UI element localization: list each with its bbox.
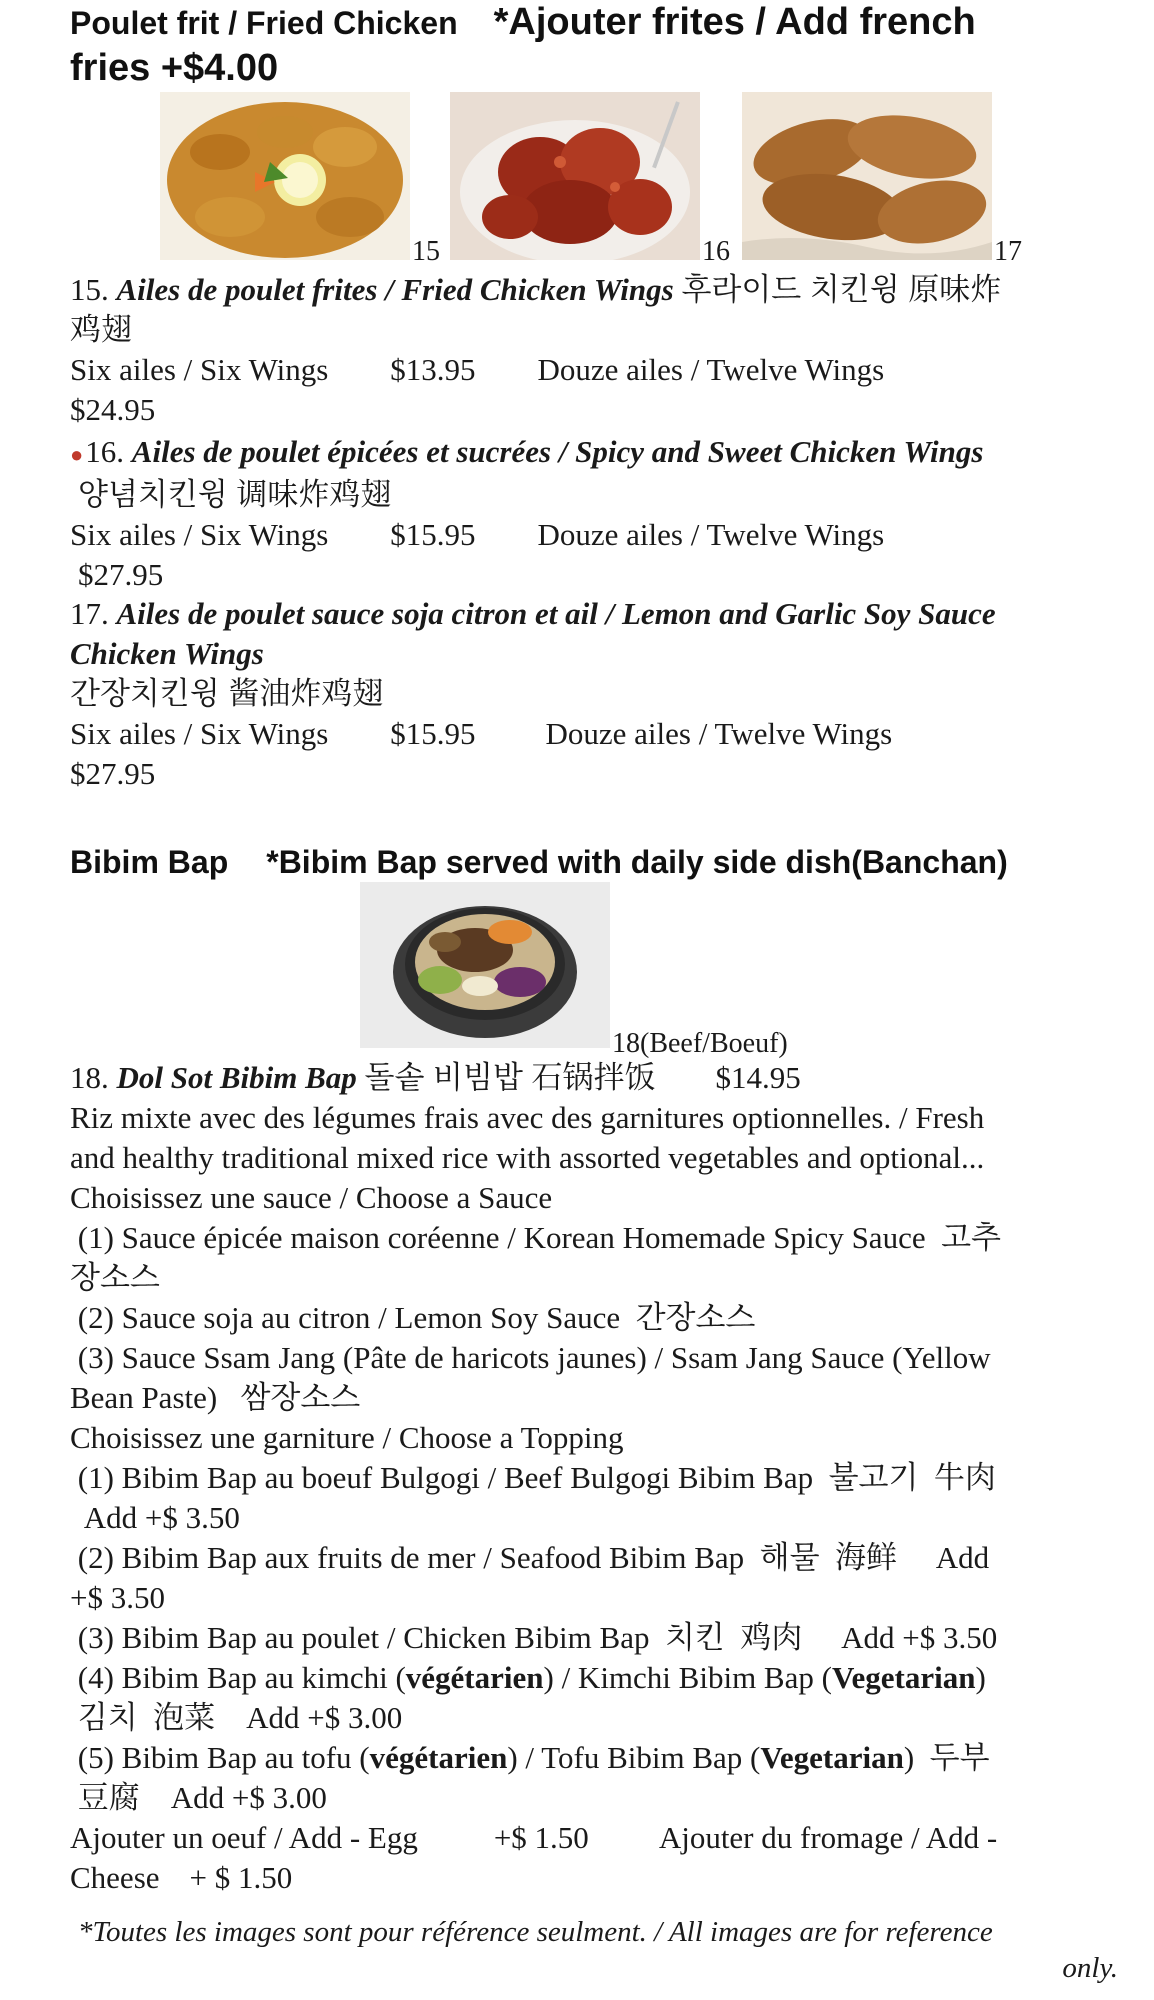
photo-label-17: 17 <box>994 236 1022 267</box>
topping-5-text-e: ) 두부 <box>903 1740 990 1775</box>
item-native-name: 양념치킨윙 调味炸鸡翅 <box>78 477 392 512</box>
twelve-wings-price: $27.95 <box>78 557 164 592</box>
topping-option-5 <box>70 1738 1120 1778</box>
section-title: Poulet frit / Fried Chicken <box>70 5 458 41</box>
photo-fried-wings <box>160 92 410 260</box>
photo-spicy-wings <box>450 92 700 260</box>
addon-note-cont: fries +$4.00 <box>70 47 279 89</box>
add-egg-label: Ajouter un oeuf / Add - Egg <box>70 1820 418 1855</box>
menu-item-15 <box>70 270 1120 430</box>
item-number: 16. <box>85 434 125 469</box>
spicy-pepper-icon: ● <box>70 442 84 467</box>
menu-item-16 <box>70 432 1120 595</box>
topping-4-veg-en: Vegetarian <box>831 1660 976 1695</box>
topping-4-text-a: (4) Bibim Bap au kimchi ( <box>70 1660 406 1695</box>
photo-label-16: 16 <box>702 236 730 267</box>
item-number: 15. <box>70 272 109 307</box>
topping-header: Choisissez une garniture / Choose a Topping <box>70 1420 624 1455</box>
topping-5-veg-fr: végétarien <box>369 1740 508 1775</box>
six-wings-price: $15.95 <box>390 716 476 751</box>
sauce-header: Choisissez une sauce / Choose a Sauce <box>70 1180 553 1215</box>
topping-option-2: (2) Bibim Bap aux fruits de mer / Seafood Bibim Bap 해물 海鲜 Add <box>70 1540 990 1575</box>
topping-5-text-c: ) / Tofu Bibim Bap ( <box>507 1740 761 1775</box>
six-wings-price: $15.95 <box>390 517 476 552</box>
topping-5-text-a: (5) Bibim Bap au tofu ( <box>70 1740 370 1775</box>
photo-bibim-bap <box>360 882 610 1048</box>
topping-option-1-cont: Add +$ 3.50 <box>70 1500 240 1535</box>
add-cheese-label-cont: Cheese <box>70 1860 160 1895</box>
section-title: Bibim Bap <box>70 844 229 880</box>
six-wings-label: Six ailes / Six Wings <box>70 352 329 387</box>
item-number: 18. <box>70 1060 109 1095</box>
disclaimer-text-cont: only. <box>1062 1952 1118 1984</box>
photo-label-18: 18(Beef/Boeuf) <box>612 1028 788 1059</box>
item-title: Dol Sot Bibim Bap <box>116 1060 357 1095</box>
add-cheese-label: Ajouter du fromage / Add - <box>658 1820 998 1855</box>
photo-label-15: 15 <box>412 236 440 267</box>
twelve-wings-price: $27.95 <box>70 756 156 791</box>
topping-option-4-cont: 김치 泡菜 Add +$ 3.00 <box>70 1700 403 1735</box>
bibim-bap-header <box>70 842 1120 882</box>
topping-option-5-cont: 豆腐 Add +$ 3.00 <box>70 1780 327 1815</box>
sauce-option-2: (2) Sauce soja au citron / Lemon Soy Sauce 간장소스 <box>70 1300 756 1335</box>
item-title: Ailes de poulet épicées et sucrées / Spicy and Sweet Chicken Wings <box>131 434 984 469</box>
item-title: Ailes de poulet frites / Fried Chicken Wings <box>116 272 674 307</box>
topping-option-1: (1) Bibim Bap au boeuf Bulgogi / Beef Bulgogi Bibim Bap 불고기 牛肉 <box>70 1460 996 1495</box>
item-native-name-cont: 鸡翅 <box>70 312 132 347</box>
sauce-option-3-cont: Bean Paste) 쌈장소스 <box>70 1380 361 1415</box>
twelve-wings-label: Douze ailes / Twelve Wings <box>537 517 885 552</box>
topping-4-text-c: ) / Kimchi Bibim Bap ( <box>543 1660 832 1695</box>
disclaimer-text: *Toutes les images sont pour référence seulment. / All images are for reference <box>78 1916 993 1948</box>
add-cheese-price: + $ 1.50 <box>189 1860 293 1895</box>
item-description-cont: and healthy traditional mixed rice with assorted vegetables and optional... <box>70 1140 985 1175</box>
item-price: $14.95 <box>715 1060 801 1095</box>
topping-5-veg-en: Vegetarian <box>760 1740 904 1775</box>
item-title: Ailes de poulet sauce soja citron et ail / Lemon and Garlic Soy Sauce <box>116 596 996 631</box>
topping-4-veg-fr: végétarien <box>405 1660 544 1695</box>
fried-chicken-header <box>70 2 1120 88</box>
image-disclaimer <box>78 1914 1118 1986</box>
twelve-wings-label: Douze ailes / Twelve Wings <box>537 352 885 387</box>
section-note: *Bibim Bap served with daily side dish(Banchan) <box>266 844 1008 880</box>
sauce-option-1-cont: 장소스 <box>70 1260 160 1295</box>
item-native-name: 간장치킨윙 酱油炸鸡翅 <box>70 676 384 711</box>
twelve-wings-label: Douze ailes / Twelve Wings <box>545 716 893 751</box>
topping-option-4 <box>70 1658 1120 1698</box>
topping-option-2-cont: +$ 3.50 <box>70 1580 165 1615</box>
sauce-option-3: (3) Sauce Ssam Jang (Pâte de haricots jaunes) / Ssam Jang Sauce (Yellow <box>70 1340 991 1375</box>
menu-item-18 <box>70 1058 1120 1898</box>
item-native-name: 후라이드 치킨윙 原味炸 <box>681 272 1002 307</box>
photo-garlic-wings <box>742 92 992 260</box>
item-native-name: 돌솥 비빔밥 石锅拌饭 <box>364 1060 656 1095</box>
six-wings-price: $13.95 <box>390 352 476 387</box>
topping-option-3: (3) Bibim Bap au poulet / Chicken Bibim Bap 치킨 鸡肉 Add +$ 3.50 <box>70 1620 998 1655</box>
addon-note: *Ajouter frites / Add french <box>493 1 976 43</box>
sauce-option-1: (1) Sauce épicée maison coréenne / Korean Homemade Spicy Sauce 고추 <box>70 1220 1001 1255</box>
item-number: 17. <box>70 596 109 631</box>
twelve-wings-price: $24.95 <box>70 392 156 427</box>
item-title-cont: Chicken Wings <box>70 636 264 671</box>
six-wings-label: Six ailes / Six Wings <box>70 716 329 751</box>
menu-item-17 <box>70 594 1120 794</box>
item-description: Riz mixte avec des légumes frais avec des garnitures optionnelles. / Fresh <box>70 1100 985 1135</box>
six-wings-label: Six ailes / Six Wings <box>70 517 329 552</box>
topping-4-text-e: ) <box>975 1660 986 1695</box>
add-egg-price: +$ 1.50 <box>493 1820 589 1855</box>
